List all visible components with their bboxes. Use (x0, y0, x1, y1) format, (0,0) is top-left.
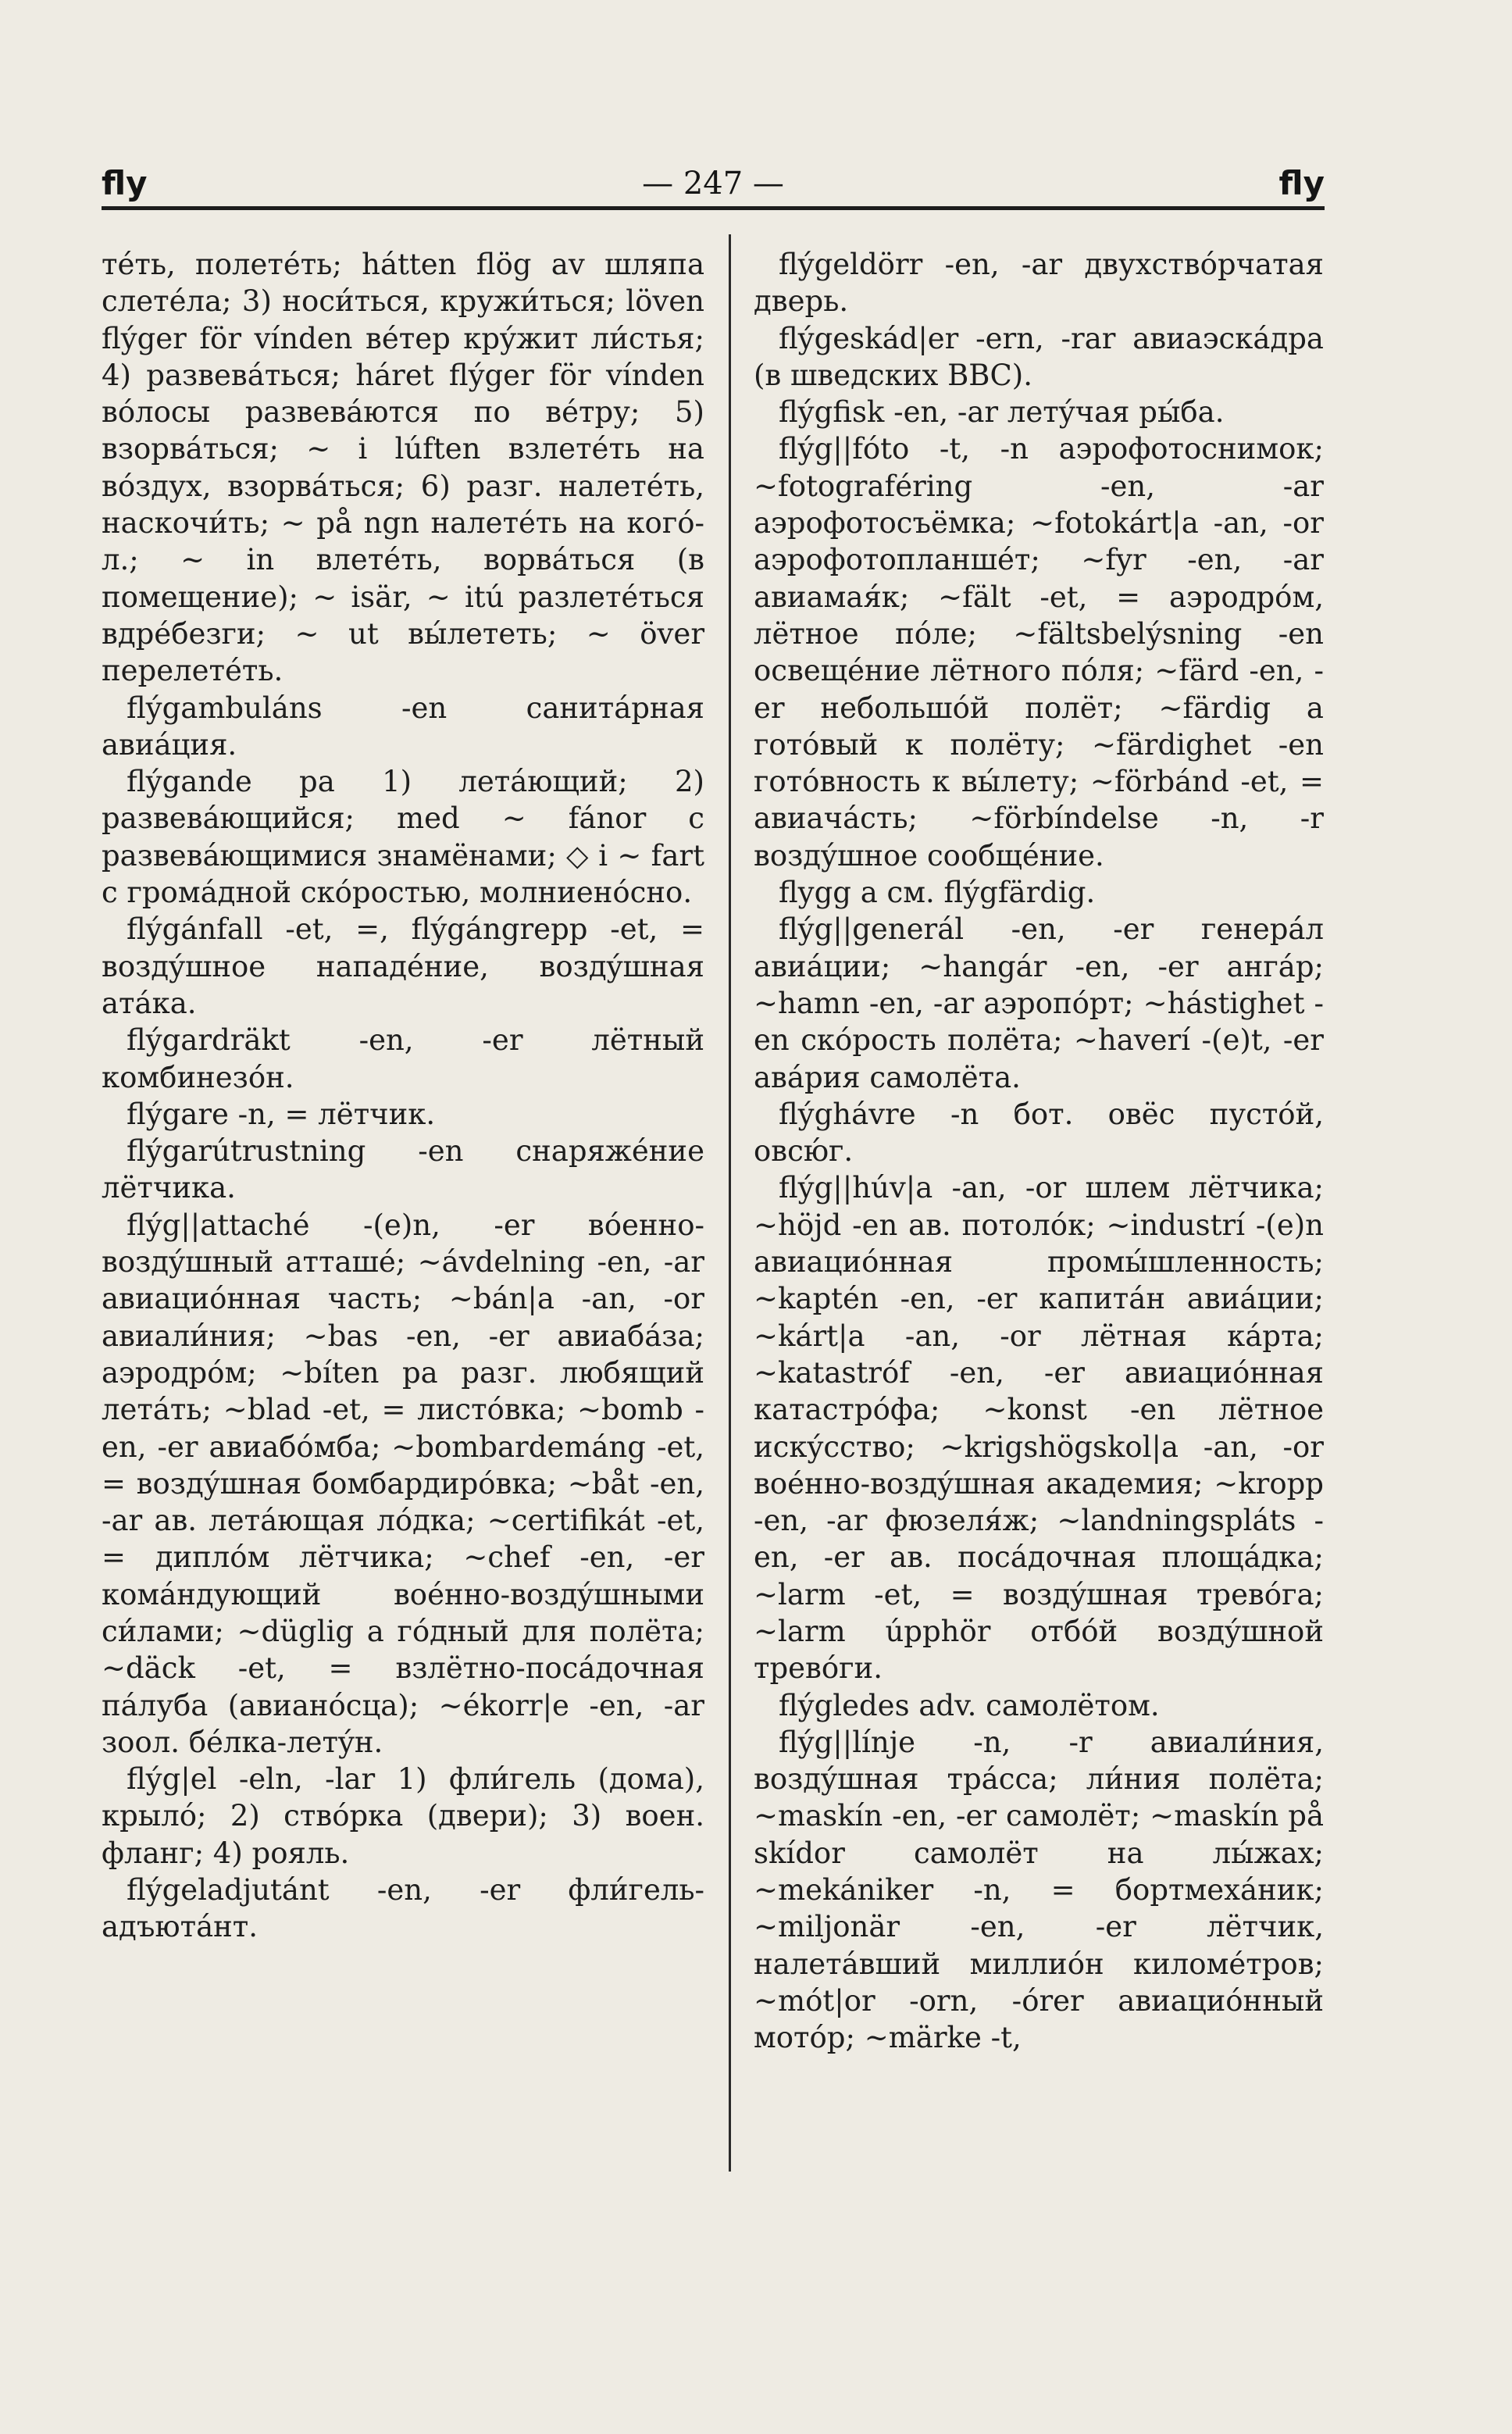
entry-continuation: тéть, полетéть; hátten flög av шляпа слетéла; 3) носи́ться, кружи́ться; löven flýger för vínden вéтер крýжит ли́стья; 4) развевáться; háret flýger för vínden вóлосы развевáются по вéтру; 5) взорвáться; ~ i lúften взлетéть на вóздух, взорвáться; 6) разг. налетéть, наскочи́ть; ~ på ngn налетéть на когó-л.; ~ in влетéть, ворвáться (в помещение); ~ isär, ~ itú разлетéться вдрéбезги; ~ ut вы́лететь; ~ över перелетéть. (102, 248, 704, 688)
dictionary-entry: flýghávre -n бот. овёс пустóй, овсю́г. (754, 1097, 1324, 1169)
dictionary-entry: flýgeldörr -en, -ar двухствóрчатая дверь. (754, 248, 1324, 319)
page-number: — 247 — (642, 166, 784, 202)
right-guide-word: fly (1278, 164, 1325, 202)
column-divider (729, 234, 731, 2172)
dictionary-entry: flýgarútrustning -en снаряжéние лётчика. (102, 1134, 704, 1205)
left-column (102, 246, 704, 1946)
dictionary-entry: flýg||fóto -t, -n аэрофотоснимок; ~fotograféring -en, -ar аэрофотосъёмка; ~fotokárt|a -an, -or аэрофотопланшéт; ~fyr -en, -ar авиамая́к; ~fält -et, = аэродрóм, лётное пóле; ~fältsbelýsning -en освещéние лётного пóля; ~färd -en, -er небольшóй полёт; ~färdig a готóвый к полёту; ~färdighet -en готóвность к вы́лету; ~förbánd -et, = авиачáсть; ~förbíndelse -n, -r воздýшное сообщéние. (754, 432, 1324, 873)
dictionary-entry: flýgambuláns -en санитáрная авиáция. (102, 691, 704, 762)
dictionary-entry: flýgeskád|er -ern, -rar авиаэскáдра (в шведских ВВС). (754, 321, 1324, 392)
dictionary-entry: flygg a см. flýgfärdig. (779, 876, 1096, 910)
dictionary-entry: flýg||generál -en, -er генерáл авиáции; ~hangár -en, -er ангáр; ~hamn -en, -ar аэропóрт; ~hástighet -en скóрость полёта; ~haverí -(e)t, -er авáрия самолёта. (754, 912, 1324, 1094)
dictionary-entry: flýgande pa 1) летáющий; 2) развевáющийся; med ~ fánor с развевáющимися знамёнами; ◇ i ~ fart с громáдной скóростью, молниенóсно. (102, 765, 704, 910)
dictionary-entry: flýgledes adv. самолётом. (779, 1688, 1160, 1722)
dictionary-entry: flýgeladjutánt -en, -er фли́гель-адъютáнт. (102, 1873, 704, 1944)
dictionary-entry: flýg|el -eln, -lar 1) фли́гель (дома), крылó; 2) ствóрка (двери); 3) воен. фланг; 4) рояль. (102, 1762, 704, 1870)
dictionary-entry: flýgánfall -et, =, flýgángrepp -et, = воздýшное нападéние, воздýшная атáка. (102, 912, 704, 1020)
dictionary-entry: flýgfisk -en, -ar летýчая ры́ба. (779, 395, 1225, 430)
header-rule (102, 206, 1325, 210)
left-guide-word: fly (102, 164, 148, 202)
dictionary-entry: flýg||húv|a -an, -or шлем лётчика; ~höjd -en ав. потолóк; ~industrí -(e)n авиациóнная промы́шленность; ~kaptén -en, -er капитáн авиáции; ~kárt|a -an, -or лётная кáрта; ~katastróf -en, -er авиациóнная катастрóфа; ~konst -en лётное искýсство; ~krigshögskol|a -an, -or воéнно-воздýшная академия; ~kropp -en, -ar фюзеля́ж; ~landningspláts -en, -er ав. посáдочная площáдка; ~larm -et, = воздýшная тревóга; ~larm úpphör отбóй воздýшной тревóги. (754, 1171, 1324, 1686)
right-column (754, 246, 1324, 2057)
running-head (102, 160, 1325, 207)
dictionary-entry: flýg||línje -n, -r авиали́ния, воздýшная трáсса; ли́ния полёта; ~maskín -en, -er самолёт; ~maskín på skídor самолёт на лы́жах; ~mekániker -n, = бортмехáник; ~miljonär -en, -er лётчик, налетáвший миллиóн киломéтров; ~mót|or -orn, -órer авиациóнный мотóр; ~märke -t, (754, 1725, 1324, 2055)
dictionary-entry: flýg||attaché -(e)n, -er вóенно-воздýшный атташé; ~ávdelning -en, -ar авиациóнная часть; ~bán|a -an, -or авиали́ния; ~bas -en, -er авиабáза; аэродрóм; ~bíten pa разг. любящий летáть; ~blad -et, = листóвка; ~bomb -en, -er авиабóмба; ~bombardemáng -et, = воздýшная бомбардирóвка; ~båt -en, -ar ав. летáющая лóдка; ~certifikát -et, = диплóм лётчика; ~chef -en, -er комáндующий воéнно-воздýшными си́лами; ~düglig a гóдный для полёта; ~däck -et, = взлётно-посáдочная пáлуба (авианóсца); ~ékorr|e -en, -ar зоол. бéлка-летýн. (102, 1208, 704, 1759)
dictionary-entry: flýgare -n, = лётчик. (127, 1097, 436, 1131)
dictionary-entry: flýgardräkt -en, -er лётный комбинезóн. (102, 1023, 704, 1094)
